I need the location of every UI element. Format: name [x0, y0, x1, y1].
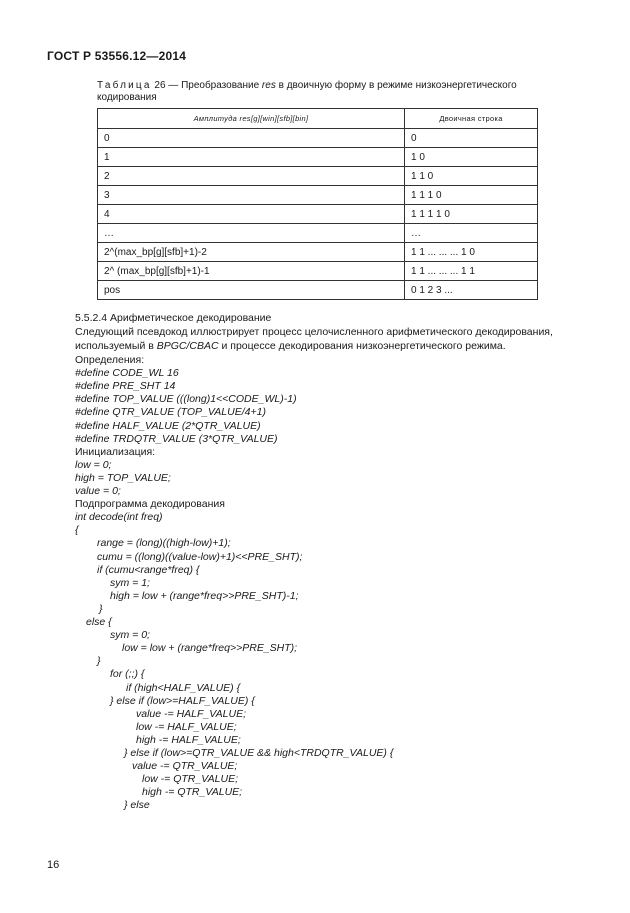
header-binary: Двоичная строка [405, 109, 538, 129]
code-line: high = TOP_VALUE; [75, 471, 171, 484]
code-line: Подпрограмма декодирования [75, 498, 225, 511]
code-line: Инициализация: [75, 445, 156, 458]
code-line: } [99, 602, 103, 615]
code-line: low -= QTR_VALUE; [142, 773, 238, 786]
code-line: if (cumu<range*freq) { [97, 563, 200, 576]
code-line: int decode(int freq) [75, 511, 163, 524]
table-row [98, 262, 538, 281]
cell-binary: 0 [405, 129, 538, 148]
caption-suffix: в двоичную форму в режиме низкоэнергетического кодирования [97, 80, 517, 103]
code-line: value = 0; [75, 485, 121, 497]
cell-binary: 1 1 1 1 0 [405, 205, 538, 224]
code-line: high = low + (range*freq>>PRE_SHT)-1; [110, 589, 299, 602]
cell-amplitude: 4 [98, 205, 405, 224]
table-row [98, 243, 538, 262]
code-line: range = (long)((high-low)+1); [97, 537, 231, 550]
code-line: } else if (low>=QTR_VALUE && high<TRDQTR_VALUE) { [124, 747, 394, 759]
table-row [98, 167, 538, 186]
table-row [98, 129, 538, 148]
code-line: #define CODE_WL 16 [75, 367, 179, 380]
code-line: #define TRDQTR_VALUE (3*QTR_VALUE) [75, 432, 278, 445]
table-header-row [98, 109, 538, 129]
cell-binary: 0 1 2 3 ... [405, 281, 538, 300]
code-line: high -= HALF_VALUE; [136, 733, 241, 746]
code-line: low = 0; [75, 458, 112, 471]
page-number: 16 [47, 859, 60, 871]
table-row [98, 186, 538, 205]
cell-amplitude: 2 [98, 167, 405, 186]
code-line: high -= QTR_VALUE; [142, 786, 243, 799]
code-line: value -= QTR_VALUE; [132, 760, 238, 773]
code-line: value -= HALF_VALUE; [136, 707, 247, 720]
code-line: #define QTR_VALUE (TOP_VALUE/4+1) [75, 406, 266, 419]
cell-amplitude: 0 [98, 129, 405, 148]
table-row [98, 224, 538, 243]
conversion-table [97, 108, 538, 300]
table-caption [97, 80, 547, 104]
code-line: #define TOP_VALUE (((long)1<<CODE_WL)-1) [75, 393, 297, 406]
code-line: #define PRE_SHT 14 [75, 380, 176, 393]
cell-amplitude: 1 [98, 148, 405, 167]
code-line: else { [86, 616, 112, 628]
header-amplitude: Амплитуда res[g][win][sfb][bin] [98, 109, 405, 129]
code-line: } [97, 655, 101, 668]
code-line: #define HALF_VALUE (2*QTR_VALUE) [75, 419, 261, 432]
code-line: { [75, 524, 79, 537]
cell-binary: 1 1 ... ... ... 1 0 [405, 243, 538, 262]
cell-binary: 1 1 ... ... ... 1 1 [405, 262, 538, 281]
caption-label: Таблица [97, 80, 152, 91]
cell-amplitude: 3 [98, 186, 405, 205]
table-row [98, 281, 538, 300]
cell-amplitude: 2^(max_bp[g][sfb]+1)-2 [98, 243, 405, 262]
cell-binary: 1 0 [405, 148, 538, 167]
table-row [98, 148, 538, 167]
caption-prefix: 26 — Преобразование [151, 80, 262, 91]
cell-amplitude: 2^ (max_bp[g][sfb]+1)-1 [98, 262, 405, 281]
intro-line-2: используемый в BPGC/CBAC и процессе декодирования низкоэнергетического режима. [75, 340, 506, 352]
code-line: } else if (low>=HALF_VALUE) { [110, 694, 255, 707]
code-line: Определения: [75, 354, 145, 366]
document-header: ГОСТ Р 53556.12—2014 [47, 49, 187, 63]
code-line: low -= HALF_VALUE; [136, 720, 237, 733]
intro-line-1: Следующий псевдокод иллюстрирует процесс целочисленного арифметического декодирования, [75, 326, 553, 338]
code-line: cumu = ((long)((value-low)+1)<<PRE_SHT); [97, 550, 303, 563]
section-heading: 5.5.2.4 Арифметическое декодирование [75, 312, 272, 324]
cell-amplitude: pos [98, 281, 405, 300]
code-line: for (;;) { [110, 668, 145, 681]
code-line: sym = 0; [110, 629, 150, 642]
table-row [98, 205, 538, 224]
caption-var: res [261, 80, 276, 91]
cell-amplitude: … [98, 224, 405, 243]
code-line: } else [124, 799, 150, 812]
code-line: sym = 1; [110, 576, 150, 589]
cell-binary: 1 1 1 0 [405, 186, 538, 205]
code-line: if (high<HALF_VALUE) { [126, 681, 241, 694]
cell-binary: … [405, 224, 538, 243]
code-line: low = low + (range*freq>>PRE_SHT); [122, 642, 298, 655]
cell-binary: 1 1 0 [405, 167, 538, 186]
